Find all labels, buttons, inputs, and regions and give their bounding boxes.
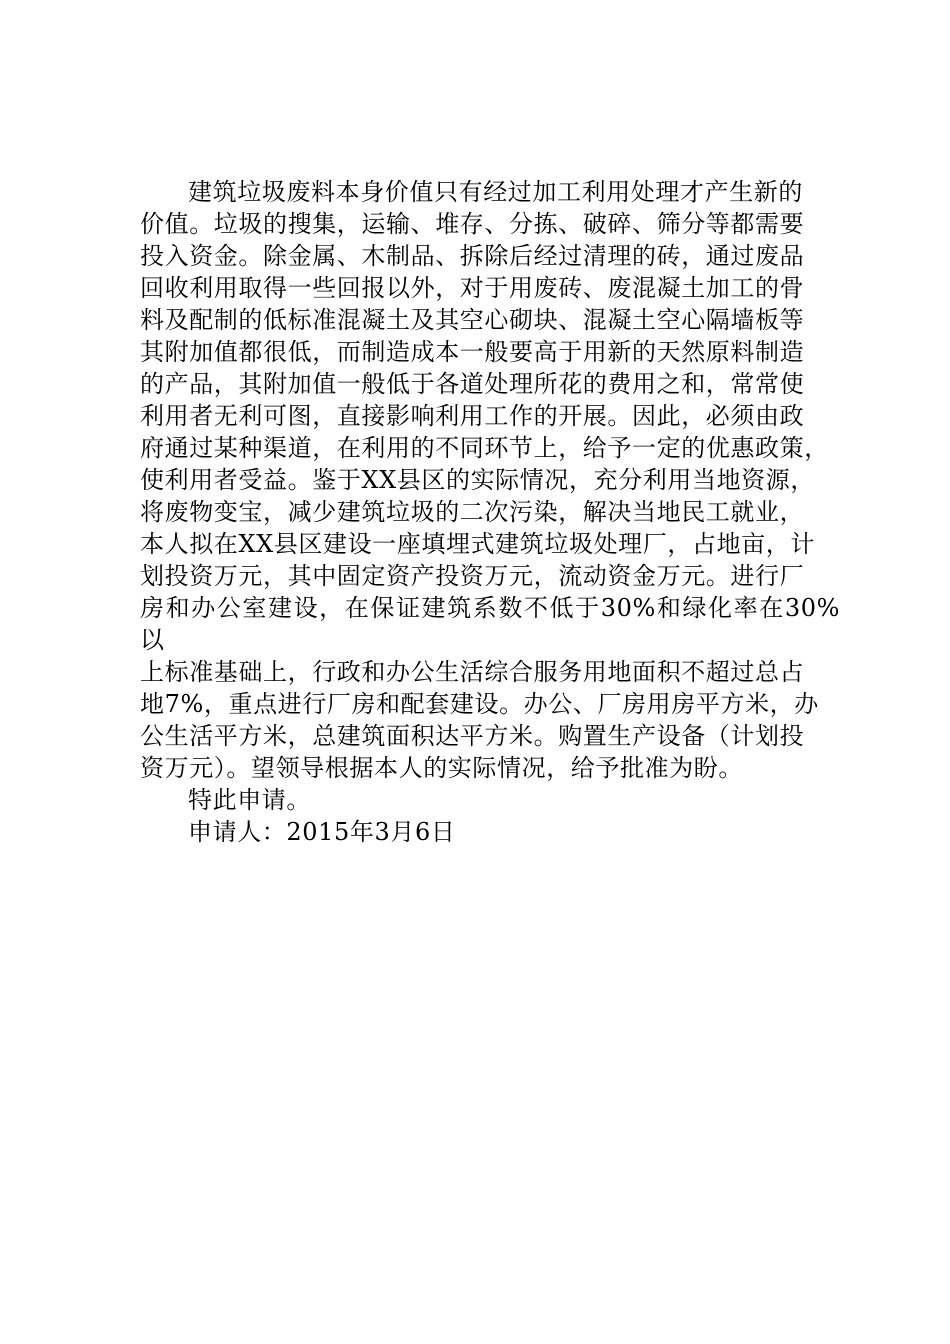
body-line: 价值。垃圾的搜集，运输、堆存、分拣、破碎、筛分等都需要 — [140, 210, 805, 238]
body-line: 的产品，其附加值一般低于各道处理所花的费用之和，常常使 — [140, 370, 805, 398]
body-line: 资万元）。望领导根据本人的实际情况，给予批准为盼。 — [140, 754, 743, 782]
body-line: 划投资万元，其中固定资产投资万元，流动资金万元。进行厂 — [140, 562, 805, 590]
closing-line: 特此申请。 — [188, 786, 311, 814]
body-line: 料及配制的低标准混凝土及其空心砌块、混凝土空心隔墙板等 — [140, 306, 805, 334]
body-line: 其附加值都很低，而制造成本一般要高于用新的天然原料制造 — [140, 338, 805, 366]
body-line: 使利用者受益。鉴于XX县区的实际情况，充分利用当地资源， — [140, 466, 815, 494]
body-line: 房和办公室建设，在保证建筑系数不低于30%和绿化率在30%以 — [140, 594, 840, 654]
body-line: 上标准基础上，行政和办公生活综合服务用地面积不超过总占 — [140, 658, 805, 686]
body-line: 投入资金。除金属、木制品、拆除后经过清理的砖，通过废品 — [140, 242, 805, 270]
body-line: 利用者无利可图，直接影响利用工作的开展。因此，必须由政 — [140, 402, 805, 430]
body-line: 将废物变宝，减少建筑垃圾的二次污染，解决当地民工就业， — [140, 498, 805, 526]
body-line: 回收利用取得一些回报以外，对于用废砖、废混凝土加工的骨 — [140, 274, 805, 302]
body-line: 本人拟在XX县区建设一座填埋式建筑垃圾处理厂，占地亩，计 — [140, 530, 815, 558]
body-line: 府通过某种渠道，在利用的不同环节上，给予一定的优惠政策， — [140, 434, 829, 462]
body-line: 建筑垃圾废料本身价值只有经过加工利用处理才产生新的 — [188, 178, 803, 206]
document-body — [140, 176, 840, 848]
body-paragraph — [140, 176, 840, 784]
signature-line: 申请人：2015年3月6日 — [188, 818, 456, 846]
body-line: 公生活平方米，总建筑面积达平方米。购置生产设备（计划投 — [140, 722, 805, 750]
body-line: 地7%，重点进行厂房和配套建设。办公、厂房用房平方米，办 — [140, 690, 819, 718]
